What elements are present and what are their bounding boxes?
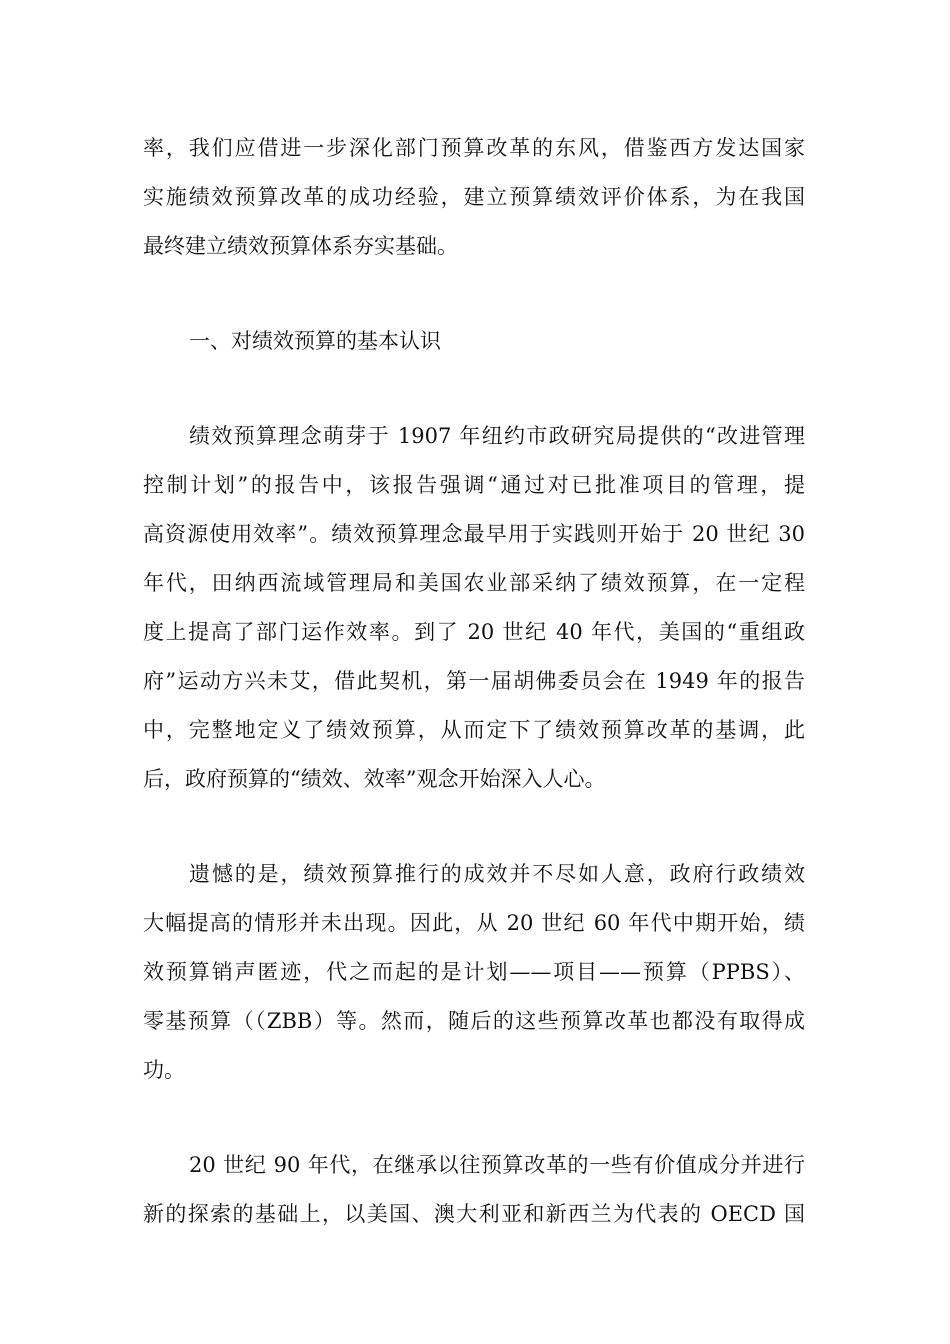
text-line: 控制计划”的报告中，该报告强调“通过对已批准项目的管理，提	[143, 473, 805, 497]
text-line: 府”运动方兴未艾，借此契机，第一届胡佛委员会在 1949 年的报告	[143, 669, 805, 693]
text-line: 绩效预算理念萌芽于 1907 年纽约市政研究局提供的“改进管理	[189, 424, 805, 448]
text-line: 20 世纪 90 年代，在继承以往预算改革的一些有价值成分并进行	[189, 1153, 805, 1177]
text-line: 零基预算（（ZBB）等。然而，随后的这些预算改革也都没有取得成	[143, 1009, 805, 1033]
document-page	[143, 124, 805, 1239]
text-line: 功。	[143, 1058, 185, 1082]
text-line: 后，政府预算的“绩效、效率”观念开始深入人心。	[143, 767, 606, 791]
text-line: 率，我们应借进一步深化部门预算改革的东风，借鉴西方发达国家	[143, 136, 805, 160]
section-heading	[143, 317, 805, 366]
text-line: 新的探索的基础上，以美国、澳大利亚和新西兰为代表的 OECD 国	[143, 1202, 805, 1226]
text-line: 遗憾的是，绩效预算推行的成效并不尽如人意，政府行政绩效	[189, 862, 805, 886]
paragraph	[143, 124, 805, 271]
paragraph-gap	[143, 271, 805, 317]
paragraph-gap	[143, 804, 805, 850]
text-line: 高资源使用效率”。绩效预算理念最早用于实践则开始于 20 世纪 30	[143, 522, 805, 546]
paragraph-gap	[143, 1095, 805, 1141]
text-line: 年代，田纳西流域管理局和美国农业部采纳了绩效预算，在一定程	[143, 571, 805, 595]
paragraph	[143, 412, 805, 804]
paragraph	[143, 850, 805, 1095]
text-line: 中，完整地定义了绩效预算，从而定下了绩效预算改革的基调，此	[143, 718, 805, 742]
text-line: 度上提高了部门运作效率。到了 20 世纪 40 年代，美国的“重组政	[143, 620, 805, 644]
text-line: 最终建立绩效预算体系夯实基础。	[143, 234, 458, 258]
text-line: 大幅提高的情形并未出现。因此，从 20 世纪 60 年代中期开始，绩	[143, 911, 805, 935]
text-line: 效预算销声匿迹，代之而起的是计划——项目——预算（PPBS）、	[143, 960, 805, 984]
text-line: 实施绩效预算改革的成功经验，建立预算绩效评价体系，为在我国	[143, 185, 805, 209]
paragraph	[143, 1141, 805, 1239]
paragraph-gap	[143, 366, 805, 412]
heading-text: 一、对绩效预算的基本认识	[189, 329, 441, 353]
